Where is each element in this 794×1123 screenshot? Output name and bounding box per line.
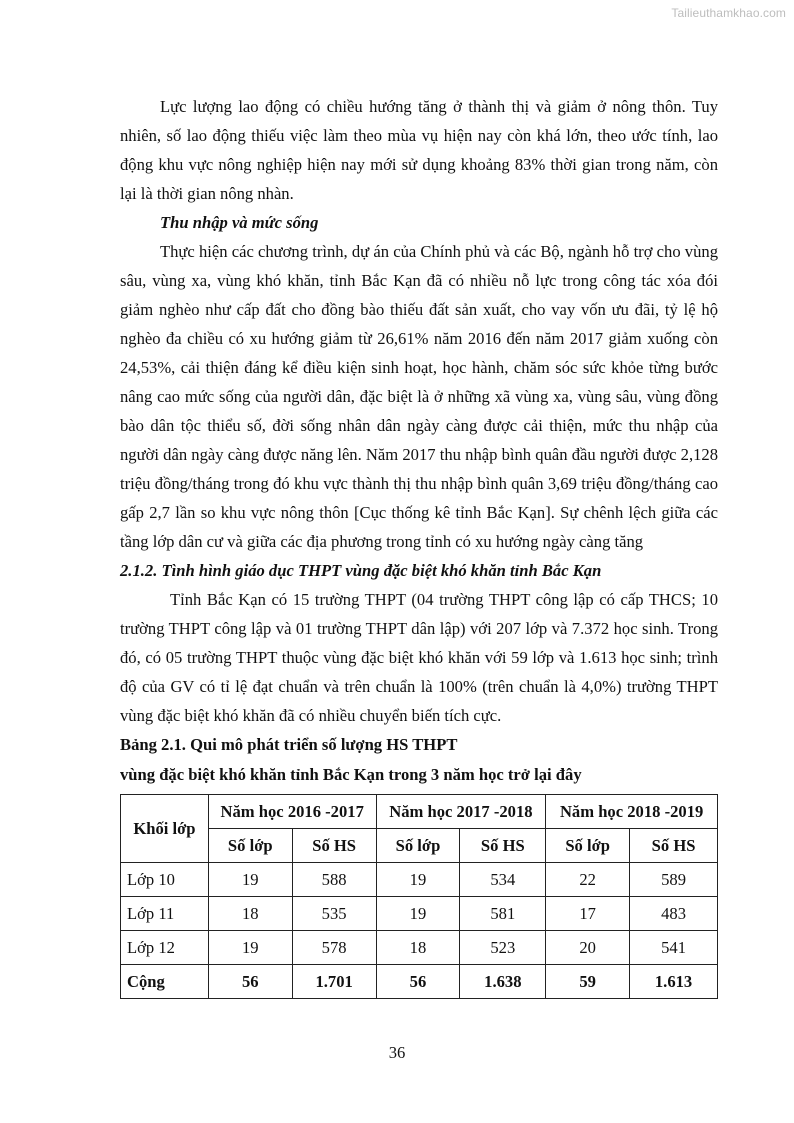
paragraph-labor: Lực lượng lao động có chiều hướng tăng ở thành thị và giảm ở nông thôn. Tuy nhiên, số lao động thiếu việc làm theo mùa vụ hiện nay còn khá lớn, theo ước tính, lao động khu vực nông nghiệp hiện nay mới sử dụng khoảng 83% thời gian trong năm, còn lại là thời gian nông nhàn. bbox=[120, 97, 718, 203]
table-cell: 589 bbox=[630, 863, 718, 897]
paragraph-education: Tỉnh Bắc Kạn có 15 trường THPT (04 trường THPT công lập có cấp THCS; 10 trường THPT công lập và 01 trường THPT dân lập) với 207 lớp và 7.372 học sinh. Trong đó, có 05 trường THPT thuộc vùng đặc biệt khó khăn với 59 lớp và 1.613 học sinh; trình độ của GV có tỉ lệ đạt chuẩn và trên chuẩn là 100% (trên chuẩn là 4,0%) trường THPT vùng đặc biệt khó khăn đã có nhiều chuyển biến tích cực. bbox=[120, 590, 718, 725]
table-cell: 541 bbox=[630, 931, 718, 965]
row-label: Lớp 11 bbox=[121, 897, 209, 931]
total-cell: 56 bbox=[208, 965, 292, 999]
subheader-so-hs: Số HS bbox=[460, 829, 546, 863]
table-title-line1: Bảng 2.1. Qui mô phát triển số lượng HS THPT bbox=[120, 735, 458, 754]
page-content bbox=[120, 92, 718, 999]
row-label: Lớp 10 bbox=[121, 863, 209, 897]
section-heading-education: 2.1.2. Tình hình giáo dục THPT vùng đặc biệt khó khăn tỉnh Bắc Kạn bbox=[120, 561, 602, 580]
table-cell: 18 bbox=[376, 931, 460, 965]
table-cell: 20 bbox=[546, 931, 630, 965]
total-cell: 1.701 bbox=[292, 965, 376, 999]
watermark-text: Tailieuthamkhao.com bbox=[671, 6, 786, 20]
table-cell: 19 bbox=[376, 897, 460, 931]
table-row bbox=[121, 897, 718, 931]
table-cell: 534 bbox=[460, 863, 546, 897]
table-title-line2: vùng đặc biệt khó khăn tỉnh Bắc Kạn trong 3 năm học trở lại đây bbox=[120, 765, 582, 784]
header-year-2016: Năm học 2016 -2017 bbox=[208, 795, 376, 829]
subheader-so-lop: Số lớp bbox=[208, 829, 292, 863]
header-year-2018: Năm học 2018 -2019 bbox=[546, 795, 718, 829]
total-cell: 59 bbox=[546, 965, 630, 999]
table-cell: 19 bbox=[208, 931, 292, 965]
subheader-so-hs: Số HS bbox=[630, 829, 718, 863]
student-scale-table bbox=[120, 794, 718, 999]
table-cell: 17 bbox=[546, 897, 630, 931]
subheader-so-hs: Số HS bbox=[292, 829, 376, 863]
table-header-row bbox=[121, 795, 718, 829]
table-cell: 22 bbox=[546, 863, 630, 897]
subheader-so-lop: Số lớp bbox=[376, 829, 460, 863]
page-number: 36 bbox=[388, 1043, 406, 1062]
table-total-row bbox=[121, 965, 718, 999]
table-cell: 578 bbox=[292, 931, 376, 965]
table-cell: 581 bbox=[460, 897, 546, 931]
table-cell: 588 bbox=[292, 863, 376, 897]
total-cell: 56 bbox=[376, 965, 460, 999]
table-cell: 483 bbox=[630, 897, 718, 931]
header-khoi-lop: Khối lớp bbox=[121, 795, 209, 863]
total-label: Cộng bbox=[121, 965, 209, 999]
total-cell: 1.613 bbox=[630, 965, 718, 999]
table-cell: 18 bbox=[208, 897, 292, 931]
table-cell: 523 bbox=[460, 931, 546, 965]
header-year-2017: Năm học 2017 -2018 bbox=[376, 795, 546, 829]
table-cell: 19 bbox=[376, 863, 460, 897]
table-cell: 19 bbox=[208, 863, 292, 897]
total-cell: 1.638 bbox=[460, 965, 546, 999]
row-label: Lớp 12 bbox=[121, 931, 209, 965]
subheading-income: Thu nhập và mức sống bbox=[160, 213, 319, 232]
table-cell: 535 bbox=[292, 897, 376, 931]
paragraph-income: Thực hiện các chương trình, dự án của Chính phủ và các Bộ, ngành hỗ trợ cho vùng sâu, vùng xa, vùng khó khăn, tỉnh Bắc Kạn đã có nhiều nỗ lực trong công tác xóa đói giảm nghèo như cấp đất cho đồng bào thiếu đất sản xuất, cho vay vốn ưu đãi, tỷ lệ hộ nghèo đa chiều có xu hướng giảm từ 26,61% năm 2016 đến năm 2017 giảm xuống còn 24,53%, cải thiện đáng kể điều kiện sinh hoạt, học hành, chăm sóc sức khỏe từng bước nâng cao mức sống của người dân, đặc biệt là ở những xã vùng xa, vùng sâu, vùng đồng bào dân tộc thiểu số, đời sống nhân dân ngày càng được cải thiện, mức thu nhập của người dân ngày càng được năng lên. Năm 2017 thu nhập bình quân đầu người được 2,128 triệu đồng/tháng trong đó khu vực thành thị thu nhập bình quân 3,69 triệu đồng/tháng cao gấp 2,7 lần so khu vực nông thôn [Cục thống kê tỉnh Bắc Kạn]. Sự chênh lệch giữa các tầng lớp dân cư và giữa các địa phương trong tỉnh có xu hướng ngày càng tăng bbox=[120, 242, 718, 551]
table-row bbox=[121, 931, 718, 965]
table-subheader-row bbox=[121, 829, 718, 863]
table-row bbox=[121, 863, 718, 897]
subheader-so-lop: Số lớp bbox=[546, 829, 630, 863]
